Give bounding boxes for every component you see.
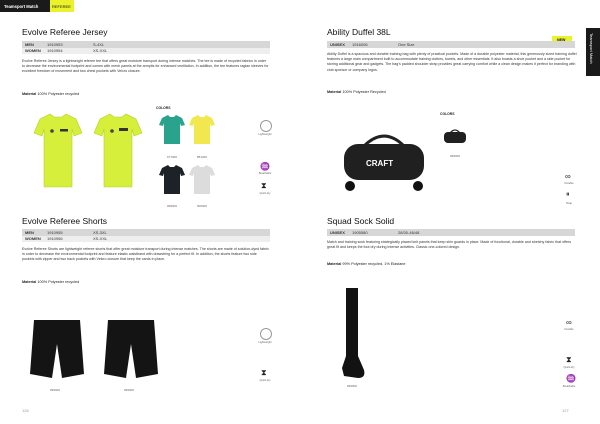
shorts-description: Evolve Referee Shorts are lightweight referee shorts that offer great moisture transport during intense matches. The shorts are made of solution-dyed fabric in order to decrease the environmental footprint and feature elastic waistband with drawstring for a perfect fit. In addition, the shorts feature two side pockets with zipper and two back pockets with Velcro closure that keep the cards in place. [22,247,269,262]
feather-icon [260,328,272,340]
material-value: 99% Polyester recycled, 1% Elastane [342,262,406,266]
icon-label: Quick-dry [259,379,271,382]
spec-sizes: XS-XXL [90,48,270,55]
table-row [327,229,575,236]
spec-gender: UNISEX [327,229,349,236]
jersey-material [22,92,79,96]
spec-code: 1905580 [349,229,395,236]
header-brand-bar [0,0,50,12]
duffel-spec-table [327,41,575,48]
spec-code: 1910956 [44,236,90,243]
socks-title: Squad Sock Solid [327,216,395,226]
header-brand: Teamsport Match [4,3,39,9]
socks-spec-table [327,229,575,236]
header-tag-label: REFEREE [52,3,71,9]
duffel-title: Ability Duffel 38L [327,27,391,37]
material-label: Material [327,90,342,94]
strap-icon: ⏸ [566,191,570,198]
sock-caption: 999000 [346,384,357,388]
swatch-teal[interactable] [159,115,185,144]
spec-code: 1910954 [44,48,90,55]
jersey-spec-table [22,41,270,54]
side-tab[interactable] [586,28,600,76]
page-number-left: 126 [22,408,29,413]
page-number-right: 127 [562,408,569,413]
swatch-yellow[interactable] [189,115,215,144]
new-badge-label: NEW [557,37,566,42]
icon-label: Quick-dry [259,192,271,195]
duffel-description: Ability Duffel is a spacious and durable training bag with plenty of practical pockets. Made of a durable polyester material, this generously sized training duffel features a large main compartment built to accommodate training clothes, towels, and other essentials. It also boasts a shoe pocket and a side pocket for storing additional gear and gadgets. The bag's padded shoulder strap provides great carrying comfort while a clean design makes it perfect for branding with club sponsor or company logos. [327,52,577,72]
spec-gender: WOMEN [22,48,44,55]
spec-gender: MEN [22,229,44,236]
duffel-material [327,90,386,94]
hourglass-icon: ⧗ [261,181,267,190]
swatch-black[interactable] [159,165,185,194]
spec-sizes: XS-3XL [90,229,270,236]
material-value: 100% Polyester recycled [37,92,80,96]
shorts-caption: 999000 [123,388,134,392]
icon-label: Quick-dry [563,366,575,369]
spec-gender: WOMEN [22,236,44,243]
swatch-code: 677000 [166,155,177,159]
spec-gender: UNISEX [327,41,349,48]
swatch-code: 999000 [166,204,177,208]
sock-image [338,286,368,382]
icon-label: Lightweight [258,133,272,136]
jersey-front [34,114,82,187]
material-label: Material [22,280,37,284]
icon-label: Lightweight [258,341,272,344]
icon-label: Durable [564,328,574,331]
jersey-men-image [26,111,146,193]
duffel-colors-label: COLORS [440,112,455,116]
material-value: 100% Polyester recycled [37,280,80,284]
socks-description: Match and training sock featuring strategically placed knit panels that keep shin guards in place. Made of functional, durable and stretchy fabric that offers great fit and keeps the foot dry during intense activities. Classic one-colored design. [327,240,572,250]
table-row [327,41,575,48]
duffel-swatch-black[interactable] [442,126,468,146]
socks-material [327,262,406,266]
material-value: 100% Polyester Recycled [342,90,386,94]
swatch-white[interactable] [189,165,215,194]
spec-sizes: 28/30-46/48 [395,229,575,236]
infinity-icon: ∞ [566,318,572,327]
wind-icon: ♒ [566,374,576,383]
spec-code: 1910955 [44,229,90,236]
material-label: Material [22,92,37,96]
jersey-colors-label: COLORS [156,106,171,110]
icon-label: Breathable [258,172,272,175]
jersey-description: Evolve Referee Jersey is a lightweight referee tee that offers great moisture transport during intense matches. The tee is made of recycled fabrics in order to decrease the environmental footprint and comes with mesh panels at the armpits for enhanced ventilation. In addition, the tee features raglan sleeves for excellent freedom of movement and two chest pockets with Velcro closure. [22,59,269,74]
spec-sizes: One Size [395,41,575,48]
infinity-icon: ∞ [565,172,571,181]
wind-icon: ♒ [260,162,270,171]
swatch-code: 999000 [449,154,460,158]
icon-label: Durable [564,182,574,185]
spec-code: 1916006 [349,41,395,48]
header-tag [50,0,74,12]
spec-code: 1910953 [44,41,90,48]
duffel-image [336,122,432,194]
jersey-title: Evolve Referee Jersey [22,27,108,37]
spec-sizes: XS-XXL [90,236,270,243]
icon-label: Strap [565,202,573,205]
table-row [22,48,270,55]
icon-label: Breathable [562,385,576,388]
hourglass-icon: ⧗ [261,368,267,377]
spec-sizes: S-4XL [90,41,270,48]
shorts-caption: 999000 [49,388,60,392]
shorts-front-2 [104,320,158,378]
shorts-spec-table [22,229,270,242]
shorts-front [30,320,84,378]
shorts-title: Evolve Referee Shorts [22,216,108,226]
feather-icon [260,120,272,132]
swatch-code: 851000 [196,155,207,159]
jersey-front-2 [94,114,142,187]
duffel-logo: CRAFT [366,159,394,168]
spec-gender: MEN [22,41,44,48]
shorts-image [30,318,160,384]
shorts-material [22,280,79,284]
hourglass-icon: ⧗ [566,355,572,364]
side-tab-label: Teamsport Match [589,33,594,64]
table-row [22,236,270,243]
swatch-code: 900000 [196,204,207,208]
material-label: Material [327,262,342,266]
